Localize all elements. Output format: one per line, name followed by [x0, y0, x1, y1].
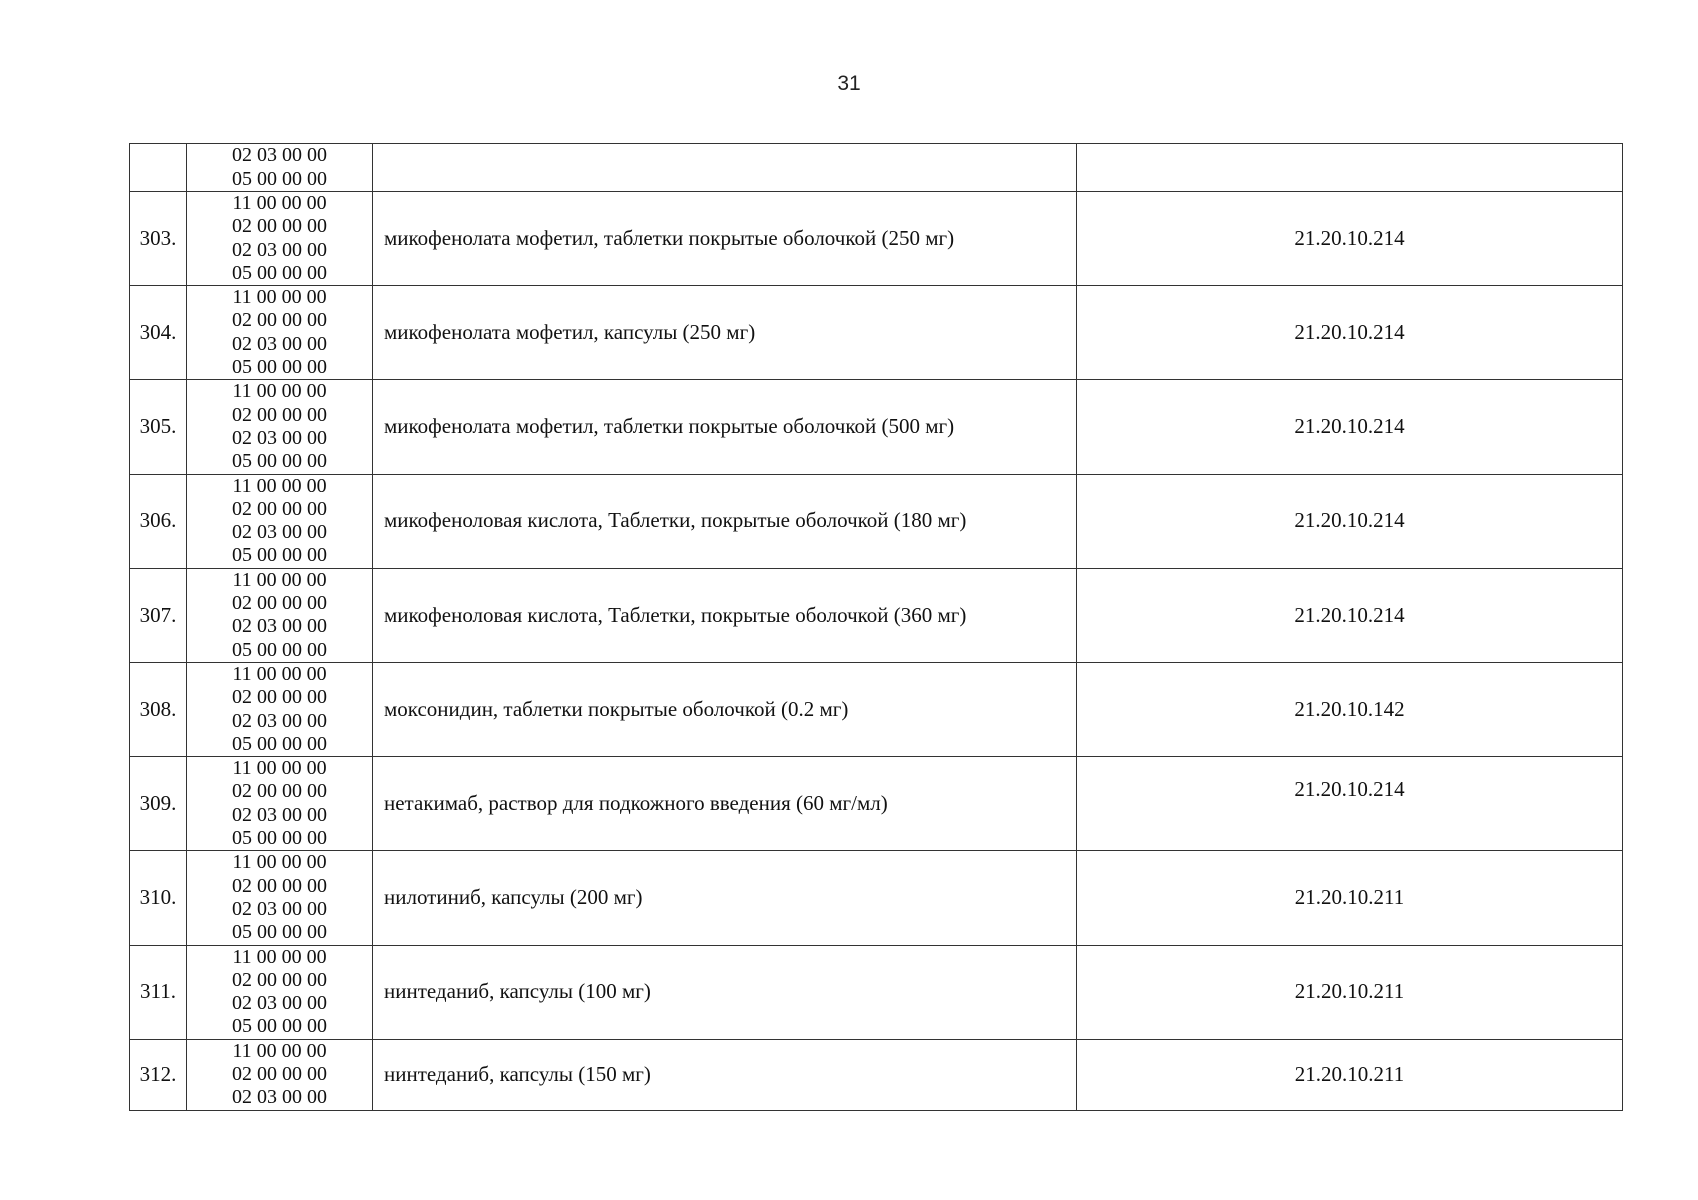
- table-row: [130, 144, 1623, 192]
- region-code: 02 03 00 00: [232, 897, 327, 920]
- drug-name: микофенолата мофетил, таблетки покрытые оболочкой (500 мг): [373, 380, 1077, 474]
- okpd-code: 21.20.10.214: [1077, 568, 1623, 662]
- region-code: 02 00 00 00: [232, 592, 327, 615]
- region-codes: [187, 474, 373, 568]
- region-codes: [187, 1039, 373, 1110]
- row-number: 306.: [130, 474, 187, 568]
- region-codes: [187, 568, 373, 662]
- row-number: 309.: [130, 757, 187, 851]
- region-code: 02 00 00 00: [232, 215, 327, 238]
- row-number: 304.: [130, 286, 187, 380]
- row-number: 305.: [130, 380, 187, 474]
- region-code: 11 00 00 00: [232, 286, 327, 309]
- drug-name: микофенолата мофетил, капсулы (250 мг): [373, 286, 1077, 380]
- okpd-code-text: 21.20.10.214: [1294, 776, 1405, 801]
- region-code: 11 00 00 00: [232, 662, 327, 685]
- region-code: 05 00 00 00: [232, 638, 327, 661]
- region-code: 02 00 00 00: [232, 686, 327, 709]
- region-code: 05 00 00 00: [232, 1015, 327, 1038]
- okpd-code: 21.20.10.211: [1077, 851, 1623, 945]
- okpd-code: 21.20.10.214: [1077, 192, 1623, 286]
- region-code: 02 03 00 00: [232, 426, 327, 449]
- region-code: 11 00 00 00: [232, 757, 327, 780]
- okpd-code: 21.20.10.214: [1077, 380, 1623, 474]
- region-code: 05 00 00 00: [232, 827, 327, 850]
- region-code: 11 00 00 00: [232, 380, 327, 403]
- region-codes: [187, 945, 373, 1039]
- row-number: 308.: [130, 662, 187, 756]
- region-code: 11 00 00 00: [232, 568, 327, 591]
- page-number: 31: [837, 72, 861, 95]
- okpd-code: [1077, 144, 1623, 192]
- region-codes: [187, 144, 373, 192]
- table-row: [130, 1039, 1623, 1110]
- table-row: [130, 945, 1623, 1039]
- drug-name: [373, 144, 1077, 192]
- row-number: 303.: [130, 192, 187, 286]
- table-row: [130, 286, 1623, 380]
- region-code: 11 00 00 00: [232, 1039, 327, 1062]
- region-code: 02 03 00 00: [232, 1086, 327, 1109]
- region-codes: [187, 192, 373, 286]
- drug-name: нетакимаб, раствор для подкожного введения (60 мг/мл): [373, 757, 1077, 851]
- region-code: 02 00 00 00: [232, 874, 327, 897]
- table-row: [130, 851, 1623, 945]
- region-code: 11 00 00 00: [232, 192, 327, 214]
- region-code: 02 00 00 00: [232, 309, 327, 332]
- region-code: 02 00 00 00: [232, 497, 327, 520]
- drug-name: микофенолата мофетил, таблетки покрытые оболочкой (250 мг): [373, 192, 1077, 286]
- drug-name: моксонидин, таблетки покрытые оболочкой (0.2 мг): [373, 662, 1077, 756]
- region-code: 05 00 00 00: [232, 450, 327, 473]
- table-row: [130, 192, 1623, 286]
- okpd-code: 21.20.10.211: [1077, 945, 1623, 1039]
- region-code: 02 03 00 00: [232, 615, 327, 638]
- region-code: 05 00 00 00: [232, 356, 327, 379]
- row-number: 311.: [130, 945, 187, 1039]
- table-row: [130, 662, 1623, 756]
- region-code: 02 00 00 00: [232, 968, 327, 991]
- okpd-code: 21.20.10.214: [1077, 286, 1623, 380]
- okpd-code: 21.20.10.214: [1077, 474, 1623, 568]
- region-code: 05 00 00 00: [232, 544, 327, 567]
- region-code: 05 00 00 00: [232, 167, 327, 190]
- region-codes: [187, 380, 373, 474]
- region-code: 02 03 00 00: [232, 709, 327, 732]
- region-code: 02 03 00 00: [232, 144, 327, 167]
- region-code: 11 00 00 00: [232, 474, 327, 497]
- table-row: [130, 380, 1623, 474]
- table-row: [130, 568, 1623, 662]
- region-code: 02 03 00 00: [232, 332, 327, 355]
- region-code: 02 03 00 00: [232, 521, 327, 544]
- table-row: [130, 474, 1623, 568]
- region-code: 11 00 00 00: [232, 851, 327, 874]
- drug-name: нинтеданиб, капсулы (150 мг): [373, 1039, 1077, 1110]
- row-number: [130, 144, 187, 192]
- table-row: [130, 757, 1623, 851]
- region-code: 02 00 00 00: [232, 780, 327, 803]
- okpd-code: 21.20.10.142: [1077, 662, 1623, 756]
- drug-name: нинтеданиб, капсулы (100 мг): [373, 945, 1077, 1039]
- region-code: 05 00 00 00: [232, 732, 327, 755]
- document-table: [129, 143, 1623, 1111]
- region-codes: [187, 851, 373, 945]
- region-codes: [187, 662, 373, 756]
- region-code: 05 00 00 00: [232, 921, 327, 944]
- drug-name: микофеноловая кислота, Таблетки, покрытые оболочкой (180 мг): [373, 474, 1077, 568]
- region-code: 11 00 00 00: [232, 945, 327, 968]
- drug-name: нилотиниб, капсулы (200 мг): [373, 851, 1077, 945]
- region-codes: [187, 286, 373, 380]
- drug-name: микофеноловая кислота, Таблетки, покрытые оболочкой (360 мг): [373, 568, 1077, 662]
- region-code: 05 00 00 00: [232, 261, 327, 284]
- okpd-code: 21.20.10.211: [1077, 1039, 1623, 1110]
- region-code: 02 00 00 00: [232, 403, 327, 426]
- region-codes: [187, 757, 373, 851]
- region-code: 02 03 00 00: [232, 238, 327, 261]
- row-number: 307.: [130, 568, 187, 662]
- row-number: 312.: [130, 1039, 187, 1110]
- region-code: 02 03 00 00: [232, 803, 327, 826]
- row-number: 310.: [130, 851, 187, 945]
- okpd-code: [1077, 757, 1623, 851]
- region-code: 02 00 00 00: [232, 1063, 327, 1086]
- region-code: 02 03 00 00: [232, 992, 327, 1015]
